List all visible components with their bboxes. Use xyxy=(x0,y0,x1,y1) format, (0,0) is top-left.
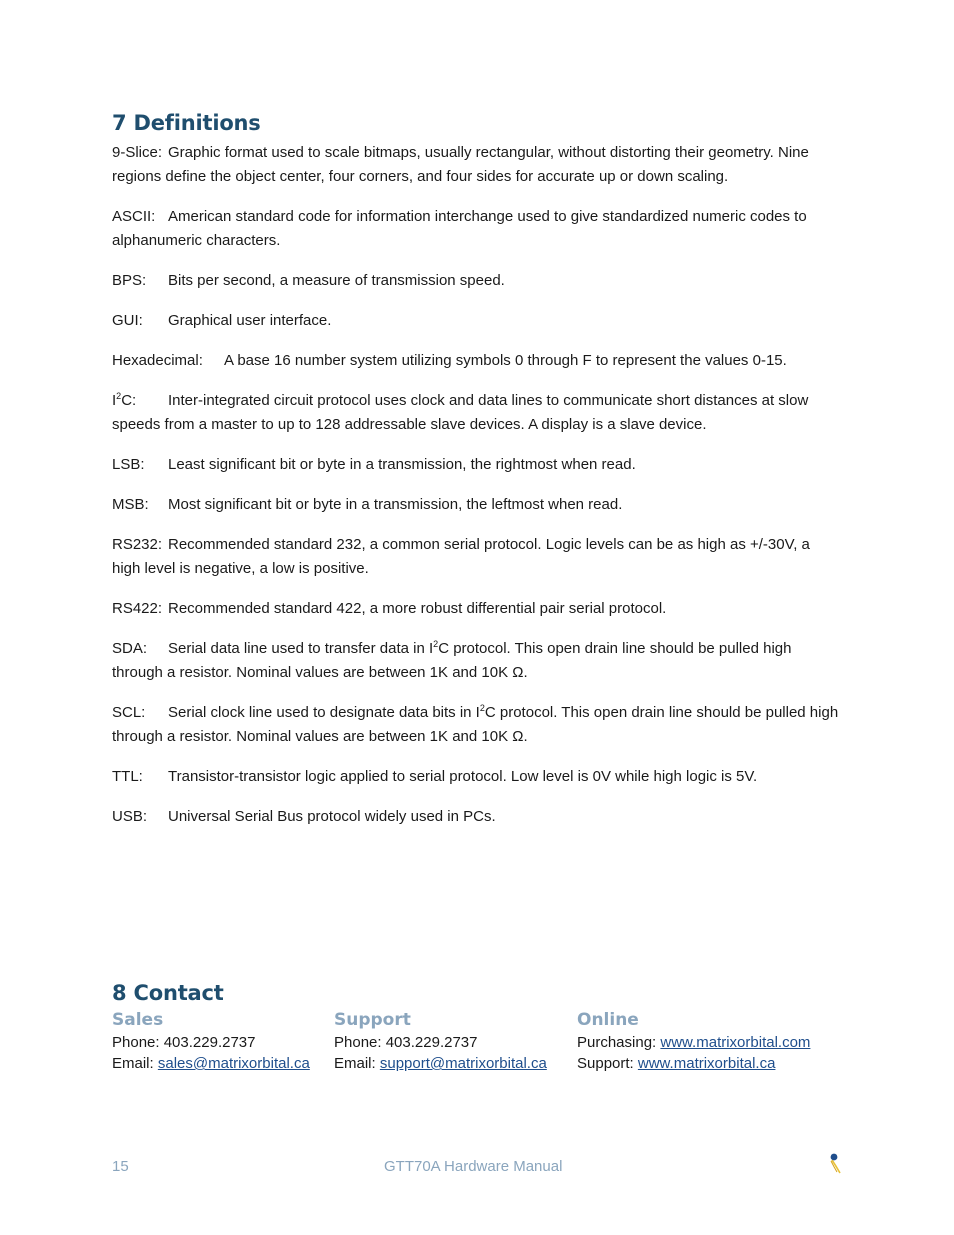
online-purchasing xyxy=(577,1032,810,1053)
email-label: Email: xyxy=(112,1055,154,1072)
definition-term: USB: xyxy=(112,808,148,825)
definition-term: SCL: xyxy=(112,704,146,721)
support-email xyxy=(334,1053,547,1074)
definition-term: RS232: xyxy=(112,536,163,553)
term-superscript: 2 xyxy=(116,391,122,401)
phone-label: Phone: xyxy=(334,1034,382,1051)
term-part: I xyxy=(112,392,117,409)
definitions-heading: 7 Definitions xyxy=(112,111,261,135)
definition-term: LSB: xyxy=(112,456,145,473)
support-phone xyxy=(334,1032,547,1053)
definition-text: A base 16 number system utilizing symbols 0 through F to represent the values 0-15. xyxy=(224,352,787,369)
definition-ascii xyxy=(112,205,842,253)
definition-rs232 xyxy=(112,533,842,581)
definition-term: SDA: xyxy=(112,640,148,657)
purchasing-link[interactable]: www.matrixorbital.com xyxy=(660,1034,811,1051)
definition-term: MSB: xyxy=(112,496,149,513)
definition-usb xyxy=(112,805,842,829)
support-email-link[interactable]: support@matrixorbital.ca xyxy=(379,1055,547,1072)
definition-term: ASCII: xyxy=(112,208,156,225)
contact-online xyxy=(577,1008,810,1074)
definition-sda xyxy=(112,637,842,685)
definition-term: 9-Slice: xyxy=(112,144,163,161)
definition-text: Least significant bit or byte in a transmission, the rightmost when read. xyxy=(168,456,636,473)
definition-scl xyxy=(112,701,842,749)
support-label: Support: xyxy=(577,1055,634,1072)
definition-text xyxy=(112,704,838,745)
online-title: Online xyxy=(577,1010,639,1030)
definition-lsb xyxy=(112,453,842,477)
definition-text: Most significant bit or byte in a transmission, the leftmost when read. xyxy=(168,496,623,513)
definition-bps xyxy=(112,269,842,293)
support-title: Support xyxy=(334,1010,411,1030)
contact-sales xyxy=(112,1008,310,1074)
definition-term: Hexadecimal: xyxy=(112,352,203,369)
definition-msb xyxy=(112,493,842,517)
definition-text: Graphic format used to scale bitmaps, usually rectangular, without distorting their geometry. Nine regions define the object center, four corners, and four sides for accurate up or down scaling. xyxy=(112,144,809,185)
text-superscript: 2 xyxy=(433,639,439,649)
definition-term: TTL: xyxy=(112,768,143,785)
definition-i2c xyxy=(112,389,842,437)
online-support xyxy=(577,1053,810,1074)
phone-value: 403.229.2737 xyxy=(385,1034,478,1051)
sales-phone xyxy=(112,1032,310,1053)
sales-email xyxy=(112,1053,310,1074)
support-site-link[interactable]: www.matrixorbital.ca xyxy=(637,1055,776,1072)
definition-rs422 xyxy=(112,597,842,621)
term-part: C: xyxy=(121,392,137,409)
text-part: Serial clock line used to designate data bits in I xyxy=(168,704,480,721)
definition-term: RS422: xyxy=(112,600,163,617)
email-label: Email: xyxy=(334,1055,376,1072)
definition-hexadecimal xyxy=(112,349,842,373)
text-part: C protocol. This open drain line should be pulled high through a resistor. Nominal values are between 1K and 10K Ω. xyxy=(112,704,839,745)
text-part: Serial data line used to transfer data in I xyxy=(168,640,434,657)
footer-title: GTT70A Hardware Manual xyxy=(384,1158,563,1175)
definition-text: Recommended standard 232, a common serial protocol. Logic levels can be as high as +/-30V, a high level is negative, a low is positive. xyxy=(112,536,810,577)
definition-term xyxy=(112,389,168,413)
definition-text xyxy=(112,640,791,681)
matrix-orbital-logo-icon xyxy=(828,1152,844,1174)
definition-text: American standard code for information interchange used to give standardized numeric codes to alphanumeric characters. xyxy=(112,208,807,249)
definition-term: GUI: xyxy=(112,312,143,329)
definition-text: Recommended standard 422, a more robust differential pair serial protocol. xyxy=(168,600,667,617)
sales-email-link[interactable]: sales@matrixorbital.ca xyxy=(157,1055,310,1072)
definition-text: Bits per second, a measure of transmission speed. xyxy=(168,272,505,289)
definition-ttl xyxy=(112,765,842,789)
definition-gui xyxy=(112,309,842,333)
contact-support xyxy=(334,1008,547,1074)
purchasing-label: Purchasing: xyxy=(577,1034,657,1051)
definition-text: Inter-integrated circuit protocol uses clock and data lines to communicate short distances at slow speeds from a master to up to 128 addressable slave devices. A display is a slave device. xyxy=(112,392,809,433)
definition-text: Graphical user interface. xyxy=(168,312,332,329)
phone-value: 403.229.2737 xyxy=(163,1034,256,1051)
text-part: C protocol. This open drain line should be pulled high through a resistor. Nominal values are between 1K and 10K Ω. xyxy=(112,640,792,681)
definitions-list xyxy=(112,141,842,845)
definition-9slice xyxy=(112,141,842,189)
definition-term: BPS: xyxy=(112,272,147,289)
text-superscript: 2 xyxy=(479,703,485,713)
definition-text: Transistor-transistor logic applied to serial protocol. Low level is 0V while high logic is 5V. xyxy=(168,768,758,785)
page-number: 15 xyxy=(112,1158,129,1175)
phone-label: Phone: xyxy=(112,1034,160,1051)
sales-title: Sales xyxy=(112,1010,164,1030)
definition-text: Universal Serial Bus protocol widely used in PCs. xyxy=(168,808,496,825)
contact-heading: 8 Contact xyxy=(112,981,224,1005)
